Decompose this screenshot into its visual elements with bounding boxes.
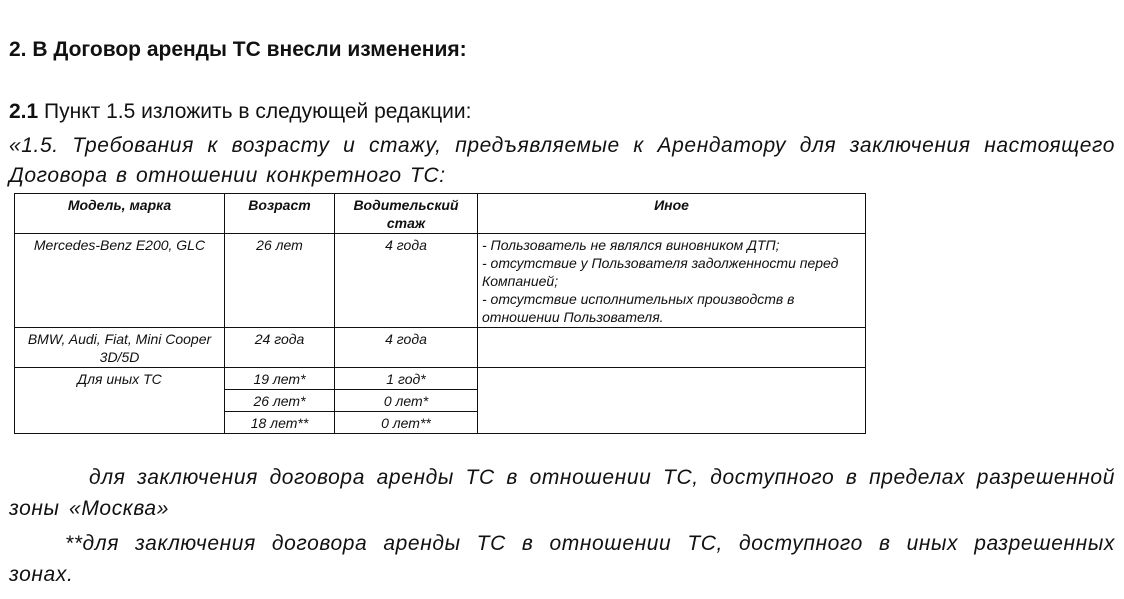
other-line: - отсутствие у Пользователя задолженности перед Компанией;: [482, 255, 839, 289]
clause-number: 2.1: [9, 100, 39, 123]
cell-experience: 0 лет*: [335, 390, 478, 412]
header-age: Возраст: [225, 194, 335, 234]
other-line: - Пользователь не являлся виновником ДТП;: [482, 237, 780, 253]
footnote-double-star: **для заключения договора аренды ТС в отношении ТС, доступного в иных разрешенных зонах.: [9, 532, 1115, 586]
header-model: Модель, марка: [15, 194, 225, 234]
cell-age: 26 лет*: [225, 390, 335, 412]
cell-age: 18 лет**: [225, 412, 335, 434]
cell-experience: 4 года: [335, 328, 478, 368]
table-header-row: [15, 194, 866, 234]
cell-age: 24 года: [225, 328, 335, 368]
table-row: [15, 234, 866, 328]
cell-other: [478, 328, 866, 368]
cell-experience: 4 года: [335, 234, 478, 328]
header-experience: Водительский стаж: [335, 194, 478, 234]
requirements-table: [14, 193, 866, 434]
table-row: [15, 328, 866, 368]
section-heading: 2. В Договор аренды ТС внесли изменения:: [9, 38, 467, 61]
cell-model: BMW, Audi, Fiat, Mini Cooper 3D/5D: [15, 328, 225, 368]
cell-other: [478, 234, 866, 328]
cell-other: [478, 368, 866, 434]
footnote-single-star: для заключения договора аренды ТС в отношении ТС, доступного в пределах разрешенной зоны «Москва»: [9, 466, 1115, 520]
clause-quote: «1.5. Требования к возрасту и стажу, предъявляемые к Арендатору для заключения настоящего Договора в отношении конкретного ТС:: [9, 134, 1115, 187]
clause-text: Пункт 1.5 изложить в следующей редакции:: [38, 100, 472, 123]
clause-line: [9, 100, 471, 124]
other-line: - отсутствие исполнительных производств в отношении Пользователя.: [482, 291, 795, 325]
cell-age: 19 лет*: [225, 368, 335, 390]
cell-experience: 0 лет**: [335, 412, 478, 434]
cell-model: Для иных ТС: [15, 368, 225, 434]
table-row: [15, 368, 866, 390]
cell-age: 26 лет: [225, 234, 335, 328]
header-other: Иное: [478, 194, 866, 234]
cell-model: Mercedes-Benz E200, GLC: [15, 234, 225, 328]
cell-experience: 1 год*: [335, 368, 478, 390]
